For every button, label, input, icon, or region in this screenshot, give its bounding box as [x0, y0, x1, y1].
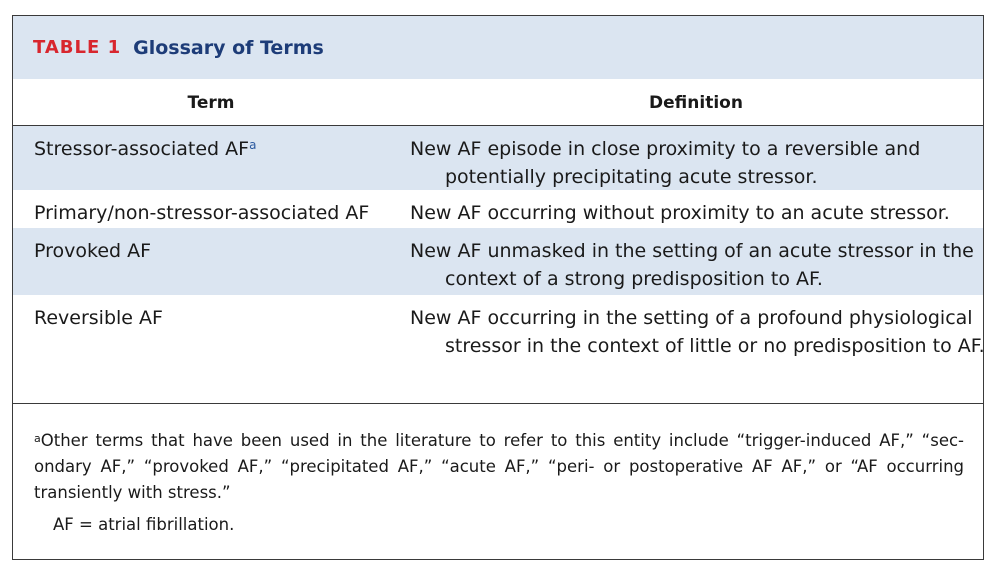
footnote-marker: a [249, 138, 257, 152]
definition-cell: New AF occurring without proximity to an acute stressor. [410, 202, 950, 224]
footnote-text: Other terms that have been used in the literature to refer to this entity include “trigger-induced AF,” “sec-ondary AF,” “provoked AF,” “precipitated AF,” “acute AF,” “peri- or postoperative AF AF,” or “AF occurring transiently with stress.” [34, 431, 964, 502]
table-footnote [34, 428, 964, 506]
footnote-divider [13, 403, 983, 404]
term-cell: Provoked AF [34, 240, 152, 262]
term-cell [34, 135, 404, 163]
table-title: Glossary of Terms [133, 36, 324, 59]
table-row [13, 228, 983, 295]
table-row [13, 295, 983, 403]
footnote-marker: a [34, 432, 41, 445]
table-row [13, 126, 983, 190]
column-header-term: Term [187, 93, 235, 113]
abbreviation-note: AF = atrial fibrillation. [53, 515, 235, 534]
term-text: Stressor-associated AF [34, 138, 250, 160]
definition-cell: New AF unmasked in the setting of an acute stressor in the context of a strong predisposition to AF. [410, 240, 974, 290]
table-title-bar [13, 16, 983, 79]
term-cell: Primary/non-stressor-associated AF [34, 202, 370, 224]
column-header-definition: Definition [649, 93, 743, 113]
term-cell: Reversible AF [34, 307, 163, 329]
table-row [13, 190, 983, 228]
table-label: TABLE 1 [33, 37, 122, 58]
definition-cell: New AF occurring in the setting of a profound physiological stressor in the context of little or no predisposition to AF. [410, 307, 985, 357]
definition-cell: New AF episode in close proximity to a reversible and potentially precipitating acute stressor. [410, 138, 921, 188]
table-frame [12, 15, 984, 560]
table-header-row [13, 79, 983, 126]
